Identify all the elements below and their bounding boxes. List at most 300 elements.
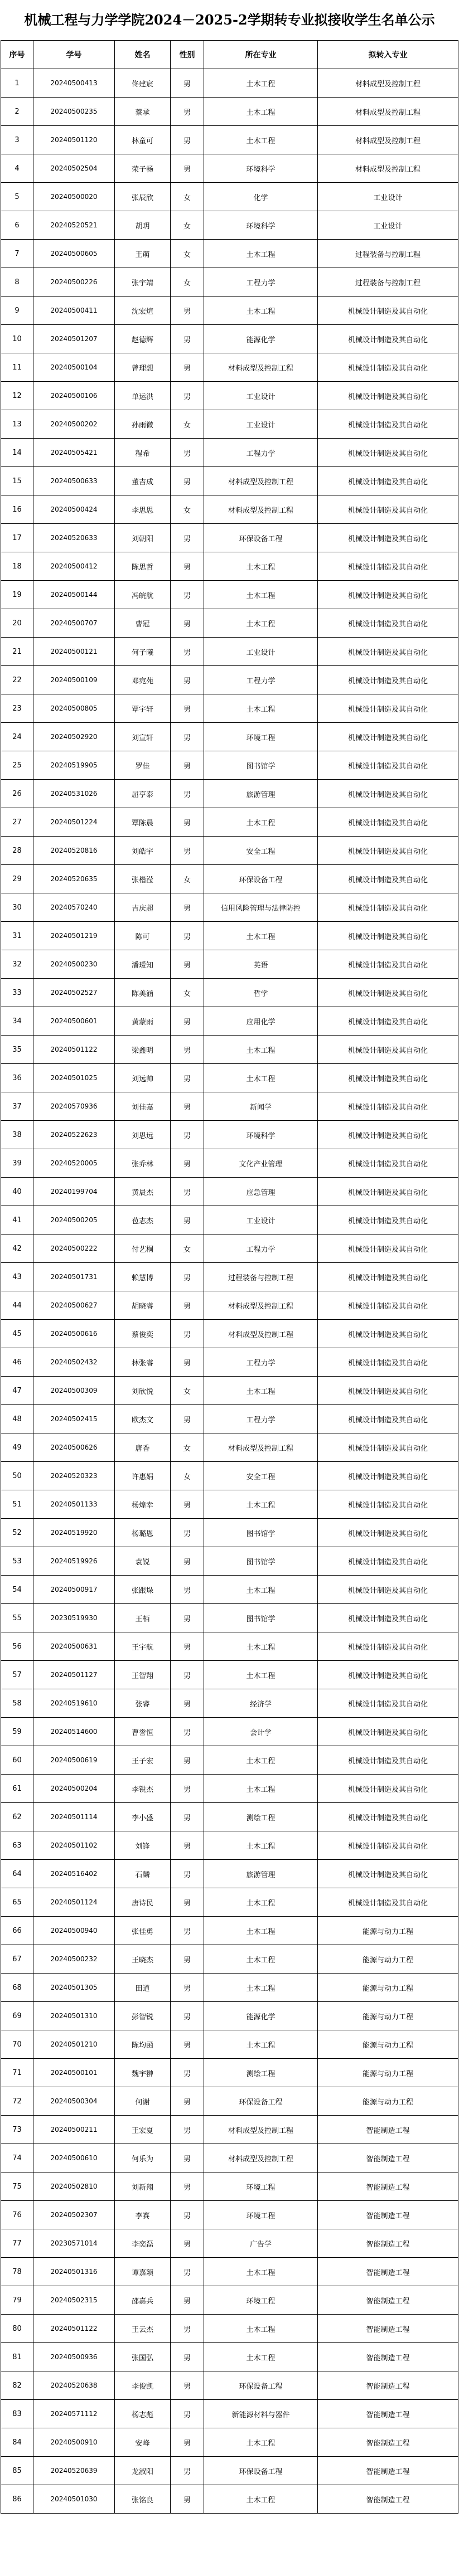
cell-current-major: 新能源材料与器件 [204, 2400, 318, 2428]
cell-target-major: 机械设计制造及其自动化 [318, 694, 458, 723]
header-current-major: 所在专业 [204, 41, 318, 69]
cell-no: 62 [1, 1803, 33, 1831]
cell-no: 45 [1, 1320, 33, 1348]
cell-name: 李奕磊 [115, 2229, 171, 2258]
cell-target-major: 机械设计制造及其自动化 [318, 1433, 458, 1462]
cell-current-major: 土木工程 [204, 2428, 318, 2457]
cell-target-major: 机械设计制造及其自动化 [318, 1320, 458, 1348]
cell-student-id: 20240520005 [33, 1149, 115, 1178]
cell-name: 李锐杰 [115, 1775, 171, 1803]
table-row [1, 1831, 458, 1860]
cell-current-major: 土木工程 [204, 1775, 318, 1803]
cell-no: 44 [1, 1291, 33, 1320]
cell-target-major: 机械设计制造及其自动化 [318, 1718, 458, 1746]
cell-gender: 男 [171, 98, 204, 126]
cell-target-major: 机械设计制造及其自动化 [318, 609, 458, 638]
cell-current-major: 土木工程 [204, 69, 318, 98]
cell-current-major: 材料成型及控制工程 [204, 2144, 318, 2172]
cell-current-major: 工业设计 [204, 638, 318, 666]
cell-target-major: 机械设计制造及其自动化 [318, 1462, 458, 1490]
cell-gender: 女 [171, 240, 204, 268]
cell-student-id: 20240501114 [33, 1803, 115, 1831]
table-row [1, 1092, 458, 1121]
cell-student-id: 20240501219 [33, 922, 115, 950]
cell-no: 11 [1, 353, 33, 382]
cell-current-major: 土木工程 [204, 581, 318, 609]
cell-gender: 女 [171, 1234, 204, 1263]
cell-no: 47 [1, 1377, 33, 1405]
cell-gender: 女 [171, 410, 204, 439]
cell-name: 覃宇轩 [115, 694, 171, 723]
cell-name: 刘宣轩 [115, 723, 171, 751]
cell-current-major: 应急管理 [204, 1178, 318, 1206]
cell-gender: 男 [171, 723, 204, 751]
cell-current-major: 应用化学 [204, 1007, 318, 1036]
cell-student-id: 20240501210 [33, 2030, 115, 2059]
table-row [1, 2428, 458, 2457]
cell-target-major: 机械设计制造及其自动化 [318, 1775, 458, 1803]
cell-no: 34 [1, 1007, 33, 1036]
cell-no: 64 [1, 1860, 33, 1888]
cell-gender: 男 [171, 1974, 204, 2002]
cell-gender: 女 [171, 211, 204, 240]
cell-current-major: 能源化学 [204, 325, 318, 353]
cell-student-id: 20240500917 [33, 1576, 115, 1604]
cell-target-major: 机械设计制造及其自动化 [318, 552, 458, 581]
cell-student-id: 20240501316 [33, 2258, 115, 2286]
cell-no: 54 [1, 1576, 33, 1604]
cell-gender: 女 [171, 183, 204, 211]
cell-gender: 女 [171, 865, 204, 893]
table-row [1, 2286, 458, 2315]
cell-name: 刘朝阳 [115, 524, 171, 552]
cell-student-id: 20240500222 [33, 1234, 115, 1263]
cell-student-id: 20240520521 [33, 211, 115, 240]
cell-gender: 男 [171, 297, 204, 325]
cell-current-major: 环境工程 [204, 2201, 318, 2229]
cell-name: 王子宏 [115, 1746, 171, 1775]
transfer-student-table [1, 40, 458, 2514]
cell-no: 74 [1, 2144, 33, 2172]
cell-no: 21 [1, 638, 33, 666]
cell-current-major: 图书馆学 [204, 1519, 318, 1547]
cell-no: 37 [1, 1092, 33, 1121]
cell-target-major: 机械设计制造及其自动化 [318, 410, 458, 439]
cell-name: 张睿 [115, 1689, 171, 1718]
cell-gender: 男 [171, 1746, 204, 1775]
cell-current-major: 土木工程 [204, 552, 318, 581]
cell-name: 荣子畅 [115, 154, 171, 183]
table-row [1, 2371, 458, 2400]
cell-current-major: 广告学 [204, 2229, 318, 2258]
cell-gender: 男 [171, 1206, 204, 1234]
cell-gender: 男 [171, 1092, 204, 1121]
cell-student-id: 20240502415 [33, 1405, 115, 1433]
cell-current-major: 工业设计 [204, 1206, 318, 1234]
cell-gender: 男 [171, 1178, 204, 1206]
cell-name: 田道 [115, 1974, 171, 2002]
cell-current-major: 土木工程 [204, 1036, 318, 1064]
cell-name: 王宇航 [115, 1632, 171, 1661]
cell-gender: 男 [171, 2428, 204, 2457]
cell-gender: 男 [171, 2343, 204, 2371]
cell-student-id: 20240502810 [33, 2172, 115, 2201]
cell-target-major: 机械设计制造及其自动化 [318, 922, 458, 950]
cell-target-major: 机械设计制造及其自动化 [318, 723, 458, 751]
cell-gender: 男 [171, 694, 204, 723]
cell-student-id: 20240500619 [33, 1746, 115, 1775]
table-row [1, 922, 458, 950]
cell-student-id: 20240516402 [33, 1860, 115, 1888]
cell-name: 张辰欣 [115, 183, 171, 211]
table-row [1, 1206, 458, 1234]
cell-student-id: 20240500144 [33, 581, 115, 609]
cell-student-id: 20240500230 [33, 950, 115, 979]
cell-gender: 男 [171, 638, 204, 666]
cell-target-major: 智能制造工程 [318, 2315, 458, 2343]
header-name: 姓名 [115, 41, 171, 69]
cell-no: 1 [1, 69, 33, 98]
table-row [1, 893, 458, 922]
cell-no: 82 [1, 2371, 33, 2400]
cell-student-id: 20240519920 [33, 1519, 115, 1547]
cell-student-id: 20240505421 [33, 439, 115, 467]
cell-name: 冯皖航 [115, 581, 171, 609]
cell-no: 49 [1, 1433, 33, 1462]
cell-current-major: 土木工程 [204, 2258, 318, 2286]
table-row [1, 609, 458, 638]
cell-no: 72 [1, 2087, 33, 2116]
table-row [1, 1433, 458, 1462]
table-row [1, 723, 458, 751]
cell-target-major: 机械设计制造及其自动化 [318, 1490, 458, 1519]
table-row [1, 2315, 458, 2343]
cell-no: 52 [1, 1519, 33, 1547]
cell-target-major: 机械设计制造及其自动化 [318, 1576, 458, 1604]
cell-current-major: 土木工程 [204, 1831, 318, 1860]
cell-no: 4 [1, 154, 33, 183]
table-row [1, 2201, 458, 2229]
cell-target-major: 机械设计制造及其自动化 [318, 467, 458, 495]
cell-target-major: 机械设计制造及其自动化 [318, 1860, 458, 1888]
table-row [1, 268, 458, 297]
cell-current-major: 图书馆学 [204, 1604, 318, 1632]
cell-gender: 男 [171, 1803, 204, 1831]
table-row [1, 353, 458, 382]
cell-gender: 男 [171, 1775, 204, 1803]
cell-student-id: 20240500304 [33, 2087, 115, 2116]
cell-student-id: 20240500020 [33, 183, 115, 211]
cell-gender: 男 [171, 126, 204, 154]
cell-current-major: 土木工程 [204, 1917, 318, 1945]
cell-name: 王宏夏 [115, 2116, 171, 2144]
cell-target-major: 智能制造工程 [318, 2172, 458, 2201]
cell-target-major: 智能制造工程 [318, 2144, 458, 2172]
cell-name: 胡玥 [115, 211, 171, 240]
table-row [1, 751, 458, 780]
cell-no: 59 [1, 1718, 33, 1746]
cell-gender: 男 [171, 1320, 204, 1348]
table-row [1, 552, 458, 581]
cell-no: 61 [1, 1775, 33, 1803]
header-gender: 性别 [171, 41, 204, 69]
cell-gender: 男 [171, 1036, 204, 1064]
cell-target-major: 机械设计制造及其自动化 [318, 1888, 458, 1917]
cell-student-id: 20240500605 [33, 240, 115, 268]
table-row [1, 1803, 458, 1831]
cell-student-id: 20240500205 [33, 1206, 115, 1234]
cell-student-id: 20240501120 [33, 126, 115, 154]
cell-target-major: 能源与动力工程 [318, 1945, 458, 1974]
cell-name: 刘佳嘉 [115, 1092, 171, 1121]
table-row [1, 410, 458, 439]
cell-name: 曹冠 [115, 609, 171, 638]
cell-target-major: 机械设计制造及其自动化 [318, 439, 458, 467]
cell-target-major: 机械设计制造及其自动化 [318, 1234, 458, 1263]
cell-student-id: 20240519926 [33, 1547, 115, 1576]
cell-no: 53 [1, 1547, 33, 1576]
cell-gender: 男 [171, 353, 204, 382]
cell-name: 李小盛 [115, 1803, 171, 1831]
table-row [1, 2485, 458, 2514]
cell-gender: 男 [171, 382, 204, 410]
cell-name: 李思思 [115, 495, 171, 524]
cell-student-id: 20240501124 [33, 1888, 115, 1917]
table-row [1, 2457, 458, 2485]
cell-name: 何乐为 [115, 2144, 171, 2172]
cell-student-id: 20240500101 [33, 2059, 115, 2087]
cell-gender: 男 [171, 581, 204, 609]
cell-student-id: 20240500109 [33, 666, 115, 694]
cell-student-id: 20240502920 [33, 723, 115, 751]
cell-name: 付艺桐 [115, 1234, 171, 1263]
table-row [1, 211, 458, 240]
cell-name: 单运洪 [115, 382, 171, 410]
cell-name: 刘新翔 [115, 2172, 171, 2201]
cell-no: 18 [1, 552, 33, 581]
cell-gender: 男 [171, 1121, 204, 1149]
table-row [1, 439, 458, 467]
cell-student-id: 20240520323 [33, 1462, 115, 1490]
cell-no: 40 [1, 1178, 33, 1206]
table-row [1, 154, 458, 183]
cell-current-major: 经济学 [204, 1689, 318, 1718]
cell-name: 蔡承 [115, 98, 171, 126]
table-row [1, 2116, 458, 2144]
cell-no: 51 [1, 1490, 33, 1519]
cell-target-major: 机械设计制造及其自动化 [318, 979, 458, 1007]
cell-student-id: 20240501133 [33, 1490, 115, 1519]
header-no: 序号 [1, 41, 33, 69]
cell-current-major: 土木工程 [204, 2030, 318, 2059]
cell-target-major: 机械设计制造及其自动化 [318, 1263, 458, 1291]
cell-target-major: 机械设计制造及其自动化 [318, 524, 458, 552]
cell-target-major: 机械设计制造及其自动化 [318, 1348, 458, 1377]
cell-no: 78 [1, 2258, 33, 2286]
cell-current-major: 环保设备工程 [204, 524, 318, 552]
cell-no: 66 [1, 1917, 33, 1945]
cell-current-major: 土木工程 [204, 240, 318, 268]
cell-target-major: 智能制造工程 [318, 2428, 458, 2457]
cell-no: 12 [1, 382, 33, 410]
cell-name: 张楷滢 [115, 865, 171, 893]
table-row [1, 1291, 458, 1320]
cell-no: 9 [1, 297, 33, 325]
table-row [1, 2343, 458, 2371]
cell-name: 王晓杰 [115, 1945, 171, 1974]
cell-target-major: 机械设计制造及其自动化 [318, 666, 458, 694]
cell-no: 60 [1, 1746, 33, 1775]
cell-student-id: 20240570936 [33, 1092, 115, 1121]
table-row [1, 1974, 458, 2002]
cell-gender: 男 [171, 751, 204, 780]
cell-no: 35 [1, 1036, 33, 1064]
cell-current-major: 土木工程 [204, 1064, 318, 1092]
cell-student-id: 20240501305 [33, 1974, 115, 2002]
cell-gender: 男 [171, 1064, 204, 1092]
cell-student-id: 20240500601 [33, 1007, 115, 1036]
table-row [1, 581, 458, 609]
cell-student-id: 20240570240 [33, 893, 115, 922]
cell-target-major: 能源与动力工程 [318, 2030, 458, 2059]
cell-name: 魏宇翀 [115, 2059, 171, 2087]
cell-student-id: 20240501224 [33, 808, 115, 837]
cell-current-major: 土木工程 [204, 1377, 318, 1405]
cell-current-major: 环境科学 [204, 154, 318, 183]
cell-name: 吉庆超 [115, 893, 171, 922]
cell-name: 张国弘 [115, 2343, 171, 2371]
cell-name: 陈思哲 [115, 552, 171, 581]
cell-no: 22 [1, 666, 33, 694]
cell-target-major: 机械设计制造及其自动化 [318, 1547, 458, 1576]
cell-current-major: 土木工程 [204, 1974, 318, 2002]
cell-gender: 男 [171, 1519, 204, 1547]
cell-student-id: 20240520633 [33, 524, 115, 552]
cell-gender: 男 [171, 1888, 204, 1917]
table-row [1, 2002, 458, 2030]
table-row [1, 2144, 458, 2172]
cell-target-major: 能源与动力工程 [318, 2002, 458, 2030]
cell-target-major: 机械设计制造及其自动化 [318, 1377, 458, 1405]
cell-no: 46 [1, 1348, 33, 1377]
cell-current-major: 土木工程 [204, 2315, 318, 2343]
table-row [1, 98, 458, 126]
cell-current-major: 文化产业管理 [204, 1149, 318, 1178]
cell-target-major: 智能制造工程 [318, 2343, 458, 2371]
cell-target-major: 智能制造工程 [318, 2286, 458, 2315]
cell-student-id: 20240500610 [33, 2144, 115, 2172]
cell-name: 刘远帅 [115, 1064, 171, 1092]
cell-target-major: 机械设计制造及其自动化 [318, 1519, 458, 1547]
cell-current-major: 新闻学 [204, 1092, 318, 1121]
cell-gender: 男 [171, 950, 204, 979]
cell-target-major: 机械设计制造及其自动化 [318, 1831, 458, 1860]
cell-target-major: 能源与动力工程 [318, 1974, 458, 2002]
cell-target-major: 机械设计制造及其自动化 [318, 1632, 458, 1661]
cell-name: 安峰 [115, 2428, 171, 2457]
cell-current-major: 土木工程 [204, 922, 318, 950]
cell-target-major: 材料成型及控制工程 [318, 69, 458, 98]
cell-student-id: 20240500226 [33, 268, 115, 297]
cell-target-major: 机械设计制造及其自动化 [318, 382, 458, 410]
cell-no: 83 [1, 2400, 33, 2428]
table-row [1, 297, 458, 325]
cell-target-major: 机械设计制造及其自动化 [318, 1206, 458, 1234]
page-title: 机械工程与力学学院2024－2025-2学期转专业拟接收学生名单公示 [24, 12, 435, 28]
cell-target-major: 机械设计制造及其自动化 [318, 581, 458, 609]
cell-target-major: 机械设计制造及其自动化 [318, 353, 458, 382]
cell-current-major: 信用风险管理与法律防控 [204, 893, 318, 922]
cell-student-id: 20240501122 [33, 1036, 115, 1064]
cell-current-major: 土木工程 [204, 609, 318, 638]
cell-target-major: 智能制造工程 [318, 2485, 458, 2514]
cell-name: 杨志彪 [115, 2400, 171, 2428]
cell-current-major: 土木工程 [204, 1888, 318, 1917]
cell-student-id: 20240500626 [33, 1433, 115, 1462]
cell-target-major: 机械设计制造及其自动化 [318, 1803, 458, 1831]
cell-name: 许惠娟 [115, 1462, 171, 1490]
cell-name: 袁锐 [115, 1547, 171, 1576]
cell-current-major: 测绘工程 [204, 1803, 318, 1831]
cell-name: 林童可 [115, 126, 171, 154]
cell-target-major: 能源与动力工程 [318, 2059, 458, 2087]
table-row [1, 1547, 458, 1576]
cell-gender: 男 [171, 1860, 204, 1888]
cell-gender: 女 [171, 495, 204, 524]
cell-no: 16 [1, 495, 33, 524]
cell-gender: 男 [171, 1661, 204, 1689]
cell-name: 沈宏煊 [115, 297, 171, 325]
cell-current-major: 测绘工程 [204, 2059, 318, 2087]
table-row [1, 1888, 458, 1917]
cell-gender: 男 [171, 609, 204, 638]
cell-target-major: 机械设计制造及其自动化 [318, 808, 458, 837]
cell-student-id: 20230519930 [33, 1604, 115, 1632]
cell-no: 65 [1, 1888, 33, 1917]
cell-name: 王萌 [115, 240, 171, 268]
cell-name: 杨煌幸 [115, 1490, 171, 1519]
cell-current-major: 工业设计 [204, 382, 318, 410]
cell-gender: 男 [171, 2286, 204, 2315]
table-row [1, 1462, 458, 1490]
table-row [1, 1718, 458, 1746]
cell-target-major: 智能制造工程 [318, 2116, 458, 2144]
cell-name: 张乔林 [115, 1149, 171, 1178]
cell-target-major: 机械设计制造及其自动化 [318, 297, 458, 325]
cell-gender: 男 [171, 2030, 204, 2059]
cell-student-id: 20240514600 [33, 1718, 115, 1746]
cell-gender: 男 [171, 893, 204, 922]
cell-gender: 男 [171, 154, 204, 183]
table-row [1, 126, 458, 154]
cell-target-major: 机械设计制造及其自动化 [318, 1092, 458, 1121]
table-row [1, 694, 458, 723]
cell-current-major: 工程力学 [204, 1405, 318, 1433]
cell-name: 陈美涵 [115, 979, 171, 1007]
cell-no: 17 [1, 524, 33, 552]
cell-target-major: 机械设计制造及其自动化 [318, 495, 458, 524]
cell-student-id: 20240500204 [33, 1775, 115, 1803]
cell-name: 苞志杰 [115, 1206, 171, 1234]
cell-gender: 男 [171, 1604, 204, 1632]
table-row [1, 325, 458, 353]
cell-current-major: 工程力学 [204, 268, 318, 297]
cell-current-major: 环保设备工程 [204, 2457, 318, 2485]
cell-no: 50 [1, 1462, 33, 1490]
cell-student-id: 20240500805 [33, 694, 115, 723]
cell-no: 5 [1, 183, 33, 211]
cell-current-major: 土木工程 [204, 1576, 318, 1604]
